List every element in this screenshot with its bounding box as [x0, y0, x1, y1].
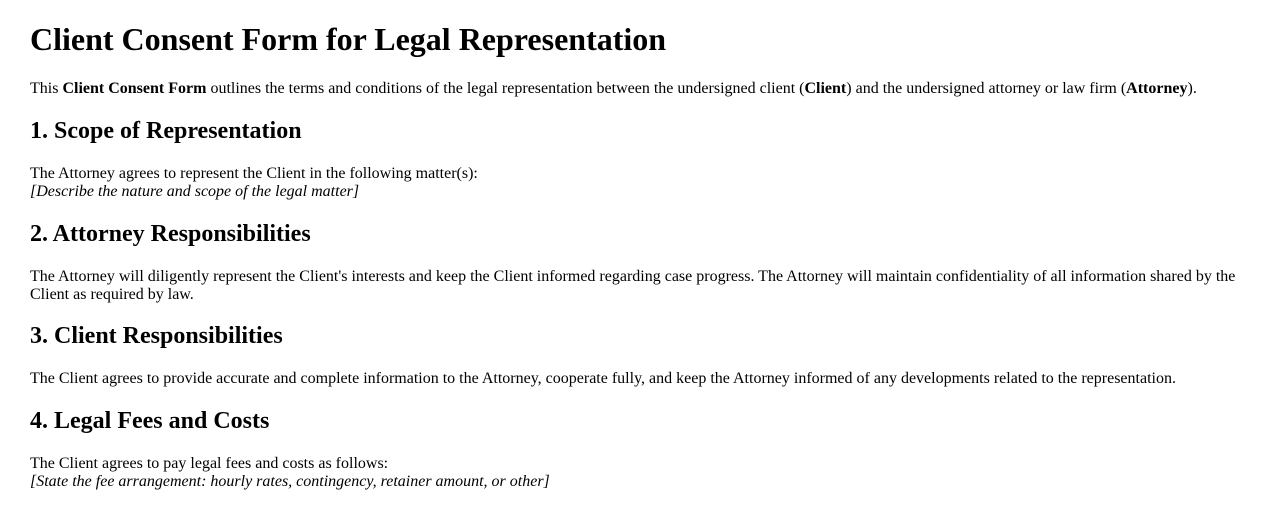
- section-scope-of-representation: [30, 118, 1248, 201]
- section-text: The Client agrees to pay legal fees and costs as follows:: [30, 455, 389, 473]
- intro-paragraph: [30, 80, 1248, 98]
- intro-text-mid1: outlines the terms and conditions of the legal representation between the undersigned client (: [206, 79, 805, 97]
- section-body: [30, 165, 1248, 201]
- page-title: Client Consent Form for Legal Representation: [30, 21, 667, 58]
- section-legal-fees-and-costs: [30, 408, 1248, 491]
- section-text: The Attorney agrees to represent the Client in the following matter(s):: [30, 164, 478, 182]
- section-heading: 3. Client Responsibilities: [30, 323, 283, 350]
- intro-bold-form-name: Client Consent Form: [62, 79, 207, 97]
- placeholder-text: [Describe the nature and scope of the legal matter]: [30, 182, 360, 200]
- section-text: The Client agrees to provide accurate and complete information to the Attorney, cooperate fully, and keep the Attorney informed of any developments related to the representation.: [30, 370, 1176, 388]
- placeholder-text: [State the fee arrangement: hourly rates, contingency, retainer amount, or other]: [30, 473, 550, 491]
- section-text: The Attorney will diligently represent the Client's interests and keep the Client informed regarding case progress. The Attorney will maintain confidentiality of all information shared by the Client as required by law.: [30, 267, 1236, 303]
- intro-text-post: ).: [1187, 79, 1197, 97]
- section-heading: 4. Legal Fees and Costs: [30, 408, 270, 435]
- section-body: [30, 370, 1248, 388]
- intro-text-mid2: ) and the undersigned attorney or law firm (: [846, 79, 1127, 97]
- intro-bold-attorney: Attorney: [1126, 79, 1188, 97]
- section-body: [30, 268, 1248, 304]
- intro-bold-client: Client: [804, 79, 847, 97]
- section-body: [30, 455, 1248, 491]
- section-heading: 1. Scope of Representation: [30, 117, 302, 144]
- consent-form-document: [30, 21, 1248, 491]
- section-attorney-responsibilities: [30, 221, 1248, 304]
- section-client-responsibilities: [30, 323, 1248, 388]
- intro-text-pre: This: [30, 79, 63, 97]
- section-heading: 2. Attorney Responsibilities: [30, 220, 311, 247]
